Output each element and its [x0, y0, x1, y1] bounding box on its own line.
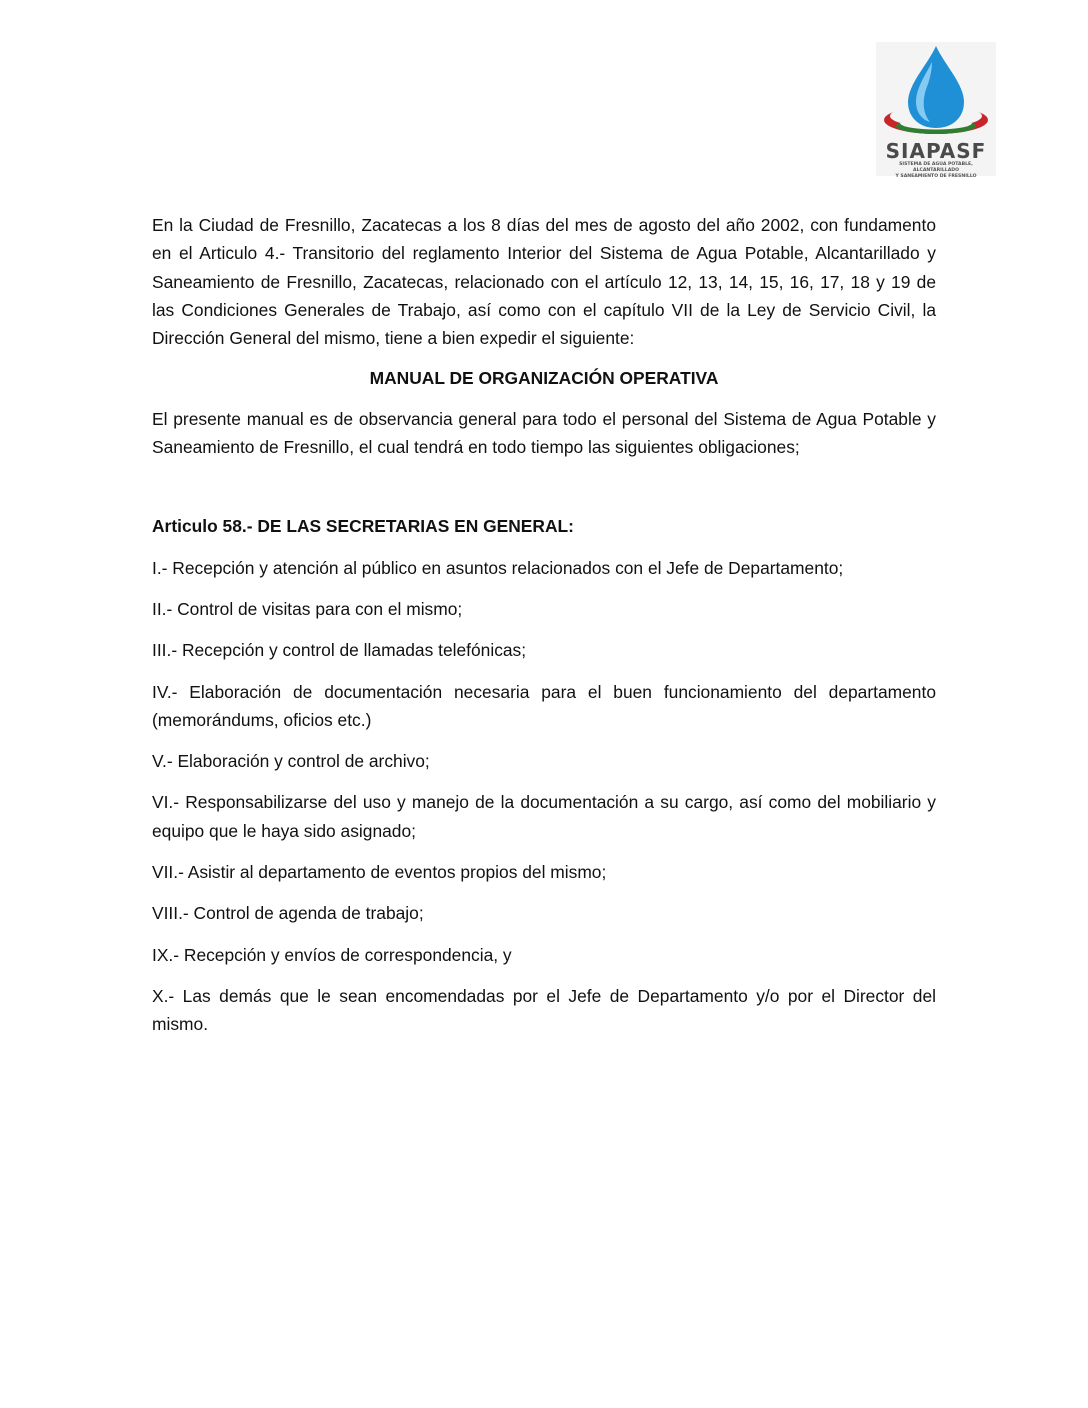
list-item: I.- Recepción y atención al público en asuntos relacionados con el Jefe de Departamento;	[152, 557, 844, 578]
list-item: VIII.- Control de agenda de trabajo;	[152, 903, 424, 924]
logo-name: SIAPASF	[885, 139, 987, 163]
siapasf-logo	[876, 42, 996, 179]
list-item: VII.- Asistir al departamento de eventos propios del mismo;	[152, 862, 607, 883]
list-item: VI.- Responsabilizarse del uso y manejo de la documentación a su cargo, así como del mobiliario y equipo que le haya sido asignado;	[152, 792, 936, 841]
document-title: MANUAL DE ORGANIZACIÓN OPERATIVA	[369, 368, 719, 389]
logo-subtitle	[878, 162, 994, 180]
document-body	[152, 211, 936, 1039]
intro-paragraph: En la Ciudad de Fresnillo, Zacatecas a los 8 días del mes de agosto del año 2002, con fundamento en el Articulo 4.- Transitorio del reglamento Interior del Sistema de Agua Potable, Alcantarillado y Saneamiento de Fresnillo, Zacatecas, relacionado con el artículo 12, 13, 14, 15, 16, 17, 18 y 19 de las Condiciones Generales de Trabajo, así como con el capítulo VII de la Ley de Servicio Civil, la Dirección General del mismo, tiene a bien expedir el siguiente:	[152, 215, 936, 349]
logo-subtitle-line-2: Y SANEAMIENTO DE FRESNILLO	[895, 174, 977, 179]
water-drop-logo-icon	[876, 42, 996, 142]
article-heading: Articulo 58.- DE LAS SECRETARIAS EN GENERAL:	[152, 516, 574, 537]
list-item: II.- Control de visitas para con el mismo;	[152, 598, 463, 619]
list-item: IX.- Recepción y envíos de correspondencia, y	[152, 944, 512, 965]
preamble-paragraph: El presente manual es de observancia general para todo el personal del Sistema de Agua Potable y Saneamiento de Fresnillo, el cual tendrá en todo tiempo las siguientes obligaciones;	[152, 408, 936, 458]
list-item: IV.- Elaboración de documentación necesaria para el buen funcionamiento del departamento (memorándums, oficios etc.)	[152, 681, 936, 730]
list-item: V.- Elaboración y control de archivo;	[152, 751, 430, 772]
list-item: III.- Recepción y control de llamadas telefónicas;	[152, 640, 527, 661]
list-item: X.- Las demás que le sean encomendadas por el Jefe de Departamento y/o por el Director del mismo.	[152, 985, 936, 1035]
logo-subtitle-line-1: SISTEMA DE AGUA POTABLE, ALCANTARILLADO	[899, 162, 973, 173]
